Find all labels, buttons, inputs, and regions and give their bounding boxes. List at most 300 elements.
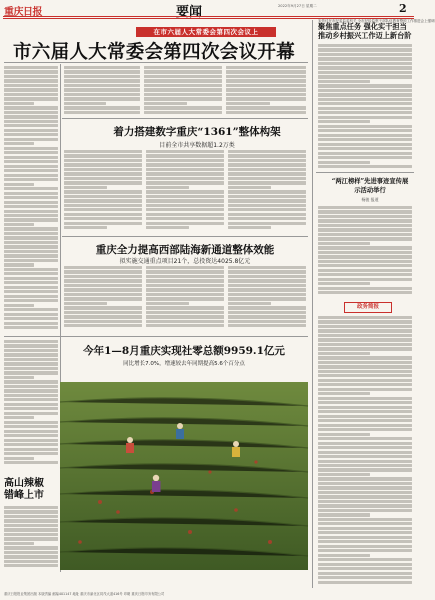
body-text-line bbox=[4, 380, 58, 383]
digital-headline: 着力搭建数字重庆“1361”整体构架 bbox=[113, 126, 281, 138]
body-text-line bbox=[226, 75, 306, 78]
body-text-line bbox=[318, 410, 412, 413]
body-text-line bbox=[4, 245, 58, 248]
body-text-line bbox=[64, 315, 142, 318]
body-text-line bbox=[64, 111, 140, 114]
body-text-line bbox=[4, 349, 58, 352]
body-text-line bbox=[4, 546, 58, 549]
body-text-line bbox=[4, 403, 58, 406]
body-text-line bbox=[64, 70, 140, 73]
body-text-line bbox=[4, 187, 58, 190]
body-text-line bbox=[146, 293, 224, 296]
body-text-line bbox=[318, 107, 412, 110]
body-text-line bbox=[318, 509, 412, 512]
body-text-line bbox=[146, 311, 224, 314]
body-text-line bbox=[228, 154, 306, 157]
body-text-line bbox=[4, 201, 58, 204]
body-text-line bbox=[318, 365, 412, 368]
corridor-divider bbox=[62, 236, 308, 237]
body-text-line bbox=[4, 299, 58, 302]
body-text-line bbox=[146, 199, 224, 202]
body-text-line bbox=[64, 181, 142, 184]
body-text-line bbox=[318, 93, 412, 96]
digital-subtitle: 目前全市共享数据超1.2万类 bbox=[159, 142, 235, 149]
body-text-line bbox=[318, 500, 412, 503]
session-banner: 在市六届人大常委会第四次会议上 bbox=[136, 27, 276, 37]
body-text-line bbox=[4, 196, 58, 199]
body-text-line bbox=[146, 324, 224, 327]
body-text-line bbox=[64, 106, 140, 109]
body-text-line bbox=[318, 75, 412, 78]
body-text-line bbox=[4, 394, 58, 397]
body-text-line bbox=[318, 549, 412, 552]
corridor-body-column-2 bbox=[146, 266, 224, 332]
body-text-line bbox=[146, 279, 224, 282]
body-text-line bbox=[318, 352, 370, 355]
body-text-line bbox=[318, 147, 412, 150]
body-text-line bbox=[318, 219, 412, 222]
body-text-line bbox=[4, 389, 58, 392]
lead-body-column-4 bbox=[226, 66, 306, 116]
body-text-line bbox=[4, 362, 58, 365]
body-text-line bbox=[64, 154, 142, 157]
body-text-line bbox=[146, 302, 189, 305]
body-text-line bbox=[226, 88, 306, 91]
body-text-line bbox=[318, 242, 370, 245]
body-text-line bbox=[146, 270, 224, 273]
body-text-line bbox=[228, 266, 306, 269]
body-text-line bbox=[4, 322, 58, 325]
body-text-line bbox=[64, 208, 142, 211]
body-text-line bbox=[318, 329, 412, 332]
body-text-line bbox=[146, 306, 224, 309]
body-text-line bbox=[318, 415, 412, 418]
body-text-line bbox=[4, 169, 58, 172]
right-rail-body bbox=[318, 44, 412, 170]
body-text-line bbox=[318, 255, 412, 258]
body-text-line bbox=[64, 168, 142, 171]
body-text-line bbox=[318, 460, 412, 463]
body-text-line bbox=[228, 186, 271, 189]
body-text-line bbox=[146, 190, 224, 193]
body-text-line bbox=[64, 266, 142, 269]
body-text-line bbox=[64, 190, 142, 193]
body-text-line bbox=[64, 66, 140, 69]
body-text-line bbox=[64, 288, 142, 291]
right-rail-feature-body bbox=[318, 206, 412, 298]
body-text-line bbox=[4, 412, 58, 415]
right-rail-headline: 聚焦重点任务 强化实干担当 推动乡村振兴工作迈上新台阶 bbox=[318, 22, 412, 40]
body-text-line bbox=[318, 558, 412, 561]
lead-body-column-1 bbox=[4, 66, 58, 332]
body-text-line bbox=[146, 186, 189, 189]
body-text-line bbox=[318, 62, 412, 65]
body-text-line bbox=[318, 57, 412, 60]
body-text-line bbox=[4, 344, 58, 347]
body-text-line bbox=[318, 536, 412, 539]
body-text-line bbox=[144, 111, 222, 114]
photo-caption-body bbox=[4, 506, 58, 570]
body-text-line bbox=[318, 419, 412, 422]
lead-divider bbox=[4, 62, 308, 63]
body-text-line bbox=[318, 143, 412, 146]
body-text-line bbox=[318, 522, 412, 525]
body-text-line bbox=[318, 437, 412, 440]
body-text-line bbox=[4, 174, 58, 177]
body-text-line bbox=[228, 181, 306, 184]
body-text-line bbox=[318, 129, 412, 132]
body-text-line bbox=[4, 430, 58, 433]
body-text-line bbox=[64, 302, 107, 305]
body-text-line bbox=[4, 515, 58, 518]
body-text-line bbox=[228, 270, 306, 273]
body-text-line bbox=[318, 89, 412, 92]
body-text-line bbox=[144, 102, 187, 105]
body-text-line bbox=[318, 347, 412, 350]
body-text-line bbox=[318, 44, 412, 47]
body-text-line bbox=[318, 233, 412, 236]
body-text-line bbox=[4, 250, 58, 253]
body-text-line bbox=[318, 165, 412, 168]
body-text-line bbox=[64, 293, 142, 296]
body-text-line bbox=[318, 152, 412, 155]
body-text-line bbox=[64, 279, 142, 282]
body-text-line bbox=[4, 457, 34, 460]
body-text-line bbox=[4, 385, 58, 388]
body-text-line bbox=[318, 237, 412, 240]
body-text-line bbox=[228, 275, 306, 278]
body-text-line bbox=[64, 275, 142, 278]
body-text-line bbox=[4, 326, 58, 329]
body-text-line bbox=[318, 264, 412, 267]
body-text-line bbox=[4, 151, 58, 154]
body-text-line bbox=[318, 495, 412, 498]
body-text-line bbox=[318, 361, 412, 364]
body-text-line bbox=[4, 210, 58, 213]
body-text-line bbox=[4, 434, 58, 437]
photo-caption-title: 高山辣椒 错峰上市 bbox=[4, 478, 44, 501]
body-text-line bbox=[144, 79, 222, 82]
body-text-line bbox=[64, 88, 140, 91]
body-text-line bbox=[64, 186, 107, 189]
body-text-line bbox=[318, 424, 412, 427]
body-text-line bbox=[318, 433, 370, 436]
body-text-line bbox=[64, 163, 142, 166]
body-text-line bbox=[4, 124, 58, 127]
body-text-line bbox=[318, 554, 370, 557]
body-text-line bbox=[4, 66, 58, 69]
body-text-line bbox=[318, 482, 412, 485]
body-text-line bbox=[318, 451, 412, 454]
body-text-line bbox=[318, 563, 412, 566]
digital-body-column-1 bbox=[64, 150, 142, 234]
body-text-line bbox=[144, 88, 222, 91]
body-text-line bbox=[228, 288, 306, 291]
body-text-line bbox=[144, 75, 222, 78]
body-text-line bbox=[226, 84, 306, 87]
body-text-line bbox=[146, 195, 224, 198]
body-text-line bbox=[318, 120, 370, 123]
body-text-line bbox=[228, 226, 271, 229]
body-text-line bbox=[318, 356, 412, 359]
body-text-line bbox=[228, 190, 306, 193]
body-text-line bbox=[146, 315, 224, 318]
body-text-line bbox=[318, 53, 412, 56]
date-line: 2022年9月27日 星期二 bbox=[278, 4, 317, 8]
body-text-line bbox=[318, 581, 412, 584]
body-text-line bbox=[4, 551, 58, 554]
body-text-line bbox=[4, 421, 58, 424]
body-text-line bbox=[4, 160, 58, 163]
body-text-line bbox=[318, 84, 412, 87]
body-text-line bbox=[228, 311, 306, 314]
body-text-line bbox=[318, 383, 412, 386]
body-text-line bbox=[318, 111, 412, 114]
body-text-line bbox=[318, 66, 412, 69]
body-text-line bbox=[4, 439, 58, 442]
body-text-line bbox=[64, 172, 142, 175]
body-text-line bbox=[4, 564, 58, 567]
body-text-line bbox=[318, 210, 412, 213]
body-text-line bbox=[4, 165, 58, 168]
body-text-line bbox=[318, 325, 412, 328]
corridor-headline: 重庆全力提高西部陆海新通道整体效能 bbox=[95, 244, 275, 256]
body-text-line bbox=[318, 464, 412, 467]
page-footer: 重庆日报报业集团出版 本版责编 邮编401147 地址 重庆市渝北区同茂大道416号 印刷 重庆日报印务有限公司 bbox=[4, 592, 165, 596]
body-text-line bbox=[64, 93, 140, 96]
body-text-line bbox=[318, 379, 412, 382]
body-text-line bbox=[318, 527, 412, 530]
body-text-line bbox=[146, 288, 224, 291]
body-text-line bbox=[228, 168, 306, 171]
body-text-line bbox=[226, 66, 306, 69]
body-text-line bbox=[4, 93, 58, 96]
body-text-line bbox=[228, 163, 306, 166]
body-text-line bbox=[146, 163, 224, 166]
digital-divider bbox=[62, 118, 308, 119]
section-title: 要闻 bbox=[176, 5, 203, 20]
body-text-line bbox=[4, 84, 58, 87]
body-text-line bbox=[4, 205, 58, 208]
body-text-line bbox=[4, 106, 58, 109]
body-text-line bbox=[318, 48, 412, 51]
body-text-line bbox=[4, 272, 58, 275]
body-text-line bbox=[4, 147, 58, 150]
body-text-line bbox=[318, 338, 412, 341]
body-text-line bbox=[4, 133, 58, 136]
body-text-line bbox=[228, 172, 306, 175]
body-text-line bbox=[318, 401, 412, 404]
body-text-line bbox=[64, 84, 140, 87]
body-text-line bbox=[4, 358, 58, 361]
body-text-line bbox=[4, 407, 58, 410]
body-text-line bbox=[226, 111, 306, 114]
body-text-line bbox=[144, 66, 222, 69]
body-text-line bbox=[4, 79, 58, 82]
body-text-line bbox=[64, 195, 142, 198]
body-text-line bbox=[318, 102, 412, 105]
page-number: 2 bbox=[399, 2, 407, 15]
body-text-line bbox=[318, 116, 412, 119]
retail-divider bbox=[4, 336, 308, 337]
body-text-line bbox=[318, 80, 370, 83]
right-rail-feature-byline: 杨骏 报道 bbox=[361, 197, 379, 202]
body-text-line bbox=[146, 266, 224, 269]
body-text-line bbox=[226, 93, 306, 96]
body-text-line bbox=[4, 241, 58, 244]
body-text-line bbox=[318, 374, 412, 377]
body-text-line bbox=[146, 284, 224, 287]
briefing-tag: 政务简报 bbox=[344, 302, 392, 313]
right-rail-kicker: 宋依佳在市纪委监委机关 全市纪检监察干部队伍教育整顿工作推进会上强调 bbox=[318, 19, 435, 23]
body-text-line bbox=[146, 154, 224, 157]
body-text-line bbox=[226, 102, 270, 105]
body-text-line bbox=[64, 213, 142, 216]
body-text-line bbox=[146, 204, 224, 207]
body-text-line bbox=[228, 306, 306, 309]
body-text-line bbox=[228, 150, 306, 153]
body-text-line bbox=[4, 510, 58, 513]
body-text-line bbox=[318, 138, 412, 141]
body-text-line bbox=[4, 223, 34, 226]
body-text-line bbox=[64, 226, 107, 229]
body-text-line bbox=[318, 540, 412, 543]
body-text-line bbox=[228, 222, 306, 225]
body-text-line bbox=[228, 177, 306, 180]
body-text-line bbox=[318, 468, 412, 471]
body-text-line bbox=[4, 425, 58, 428]
retail-body-left bbox=[4, 340, 58, 470]
body-text-line bbox=[4, 281, 58, 284]
body-text-line bbox=[146, 217, 224, 220]
body-text-line bbox=[318, 320, 412, 323]
briefing-body bbox=[318, 316, 412, 586]
body-text-line bbox=[228, 302, 271, 305]
body-text-line bbox=[64, 97, 140, 100]
body-text-line bbox=[318, 273, 412, 276]
body-text-line bbox=[4, 120, 58, 123]
body-text-line bbox=[228, 284, 306, 287]
body-text-line bbox=[318, 287, 412, 290]
body-text-line bbox=[146, 275, 224, 278]
body-text-line bbox=[228, 204, 306, 207]
body-text-line bbox=[4, 227, 58, 230]
body-text-line bbox=[4, 448, 58, 451]
body-text-line bbox=[64, 204, 142, 207]
body-text-line bbox=[318, 397, 412, 400]
body-text-line bbox=[228, 213, 306, 216]
body-text-line bbox=[4, 524, 58, 527]
body-text-line bbox=[4, 461, 58, 464]
body-text-line bbox=[318, 388, 412, 391]
body-text-line bbox=[146, 222, 224, 225]
body-text-line bbox=[4, 443, 58, 446]
body-text-line bbox=[318, 518, 412, 521]
body-text-line bbox=[318, 392, 370, 395]
body-text-line bbox=[4, 183, 34, 186]
body-text-line bbox=[318, 260, 412, 263]
digital-body-column-3 bbox=[228, 150, 306, 234]
body-text-line bbox=[228, 324, 306, 327]
body-text-line bbox=[144, 97, 222, 100]
body-text-line bbox=[318, 269, 412, 272]
right-rail-feature-headline: “两江榜样”先进事迹宣传展示活动举行 bbox=[331, 178, 409, 194]
body-text-line bbox=[318, 513, 370, 516]
body-text-line bbox=[64, 75, 140, 78]
body-text-line bbox=[4, 398, 58, 401]
body-text-line bbox=[4, 178, 58, 181]
body-text-line bbox=[318, 406, 412, 409]
lead-headline: 市六届人大常委会第四次会议开幕 bbox=[12, 42, 295, 63]
body-text-line bbox=[318, 442, 412, 445]
body-text-line bbox=[4, 506, 58, 509]
body-text-line bbox=[4, 88, 58, 91]
retail-subtitle: 同比增长7.0%，增速较去年同期提高5.6个百分点 bbox=[123, 361, 245, 367]
body-text-line bbox=[4, 192, 58, 195]
body-text-line bbox=[318, 545, 412, 548]
body-text-line bbox=[318, 334, 412, 337]
body-text-line bbox=[146, 226, 189, 229]
body-text-line bbox=[146, 320, 224, 323]
body-text-line bbox=[226, 70, 306, 73]
body-text-line bbox=[4, 129, 58, 132]
body-text-line bbox=[64, 270, 142, 273]
body-text-line bbox=[144, 84, 222, 87]
body-text-line bbox=[318, 531, 412, 534]
body-text-line bbox=[64, 199, 142, 202]
body-text-line bbox=[4, 367, 58, 370]
body-text-line bbox=[4, 286, 58, 289]
body-text-line bbox=[146, 213, 224, 216]
body-text-line bbox=[318, 477, 412, 480]
body-text-line bbox=[64, 177, 142, 180]
body-text-line bbox=[228, 217, 306, 220]
body-text-line bbox=[144, 70, 222, 73]
body-text-line bbox=[318, 576, 412, 579]
lead-body-column-2 bbox=[64, 66, 140, 116]
body-text-line bbox=[64, 150, 142, 153]
masthead-rule bbox=[3, 16, 414, 17]
body-text-line bbox=[318, 572, 412, 575]
body-text-line bbox=[4, 560, 58, 563]
body-text-line bbox=[228, 293, 306, 296]
body-text-line bbox=[4, 533, 58, 536]
body-text-line bbox=[144, 106, 222, 109]
body-text-line bbox=[228, 159, 306, 162]
body-text-line bbox=[64, 217, 142, 220]
body-text-line bbox=[4, 214, 58, 217]
body-text-line bbox=[4, 317, 58, 320]
body-text-line bbox=[318, 316, 412, 319]
body-text-line bbox=[4, 528, 58, 531]
right-rail-divider-1 bbox=[316, 172, 414, 173]
body-text-line bbox=[318, 125, 412, 128]
right-rail-divider bbox=[312, 20, 313, 588]
body-text-line bbox=[228, 320, 306, 323]
body-text-line bbox=[64, 306, 142, 309]
corridor-subtitle: 拟实施交通重点项目21个，总投资达4025.8亿元 bbox=[119, 258, 251, 265]
retail-headline: 今年1—8月重庆实现社零总额9959.1亿元 bbox=[83, 345, 285, 357]
body-text-line bbox=[228, 297, 306, 300]
body-text-line bbox=[318, 278, 412, 281]
body-text-line bbox=[228, 195, 306, 198]
body-text-line bbox=[4, 263, 34, 266]
body-text-line bbox=[4, 340, 58, 343]
body-text-line bbox=[4, 537, 58, 540]
body-text-line bbox=[4, 70, 58, 73]
body-text-line bbox=[318, 291, 412, 294]
body-text-line bbox=[228, 315, 306, 318]
